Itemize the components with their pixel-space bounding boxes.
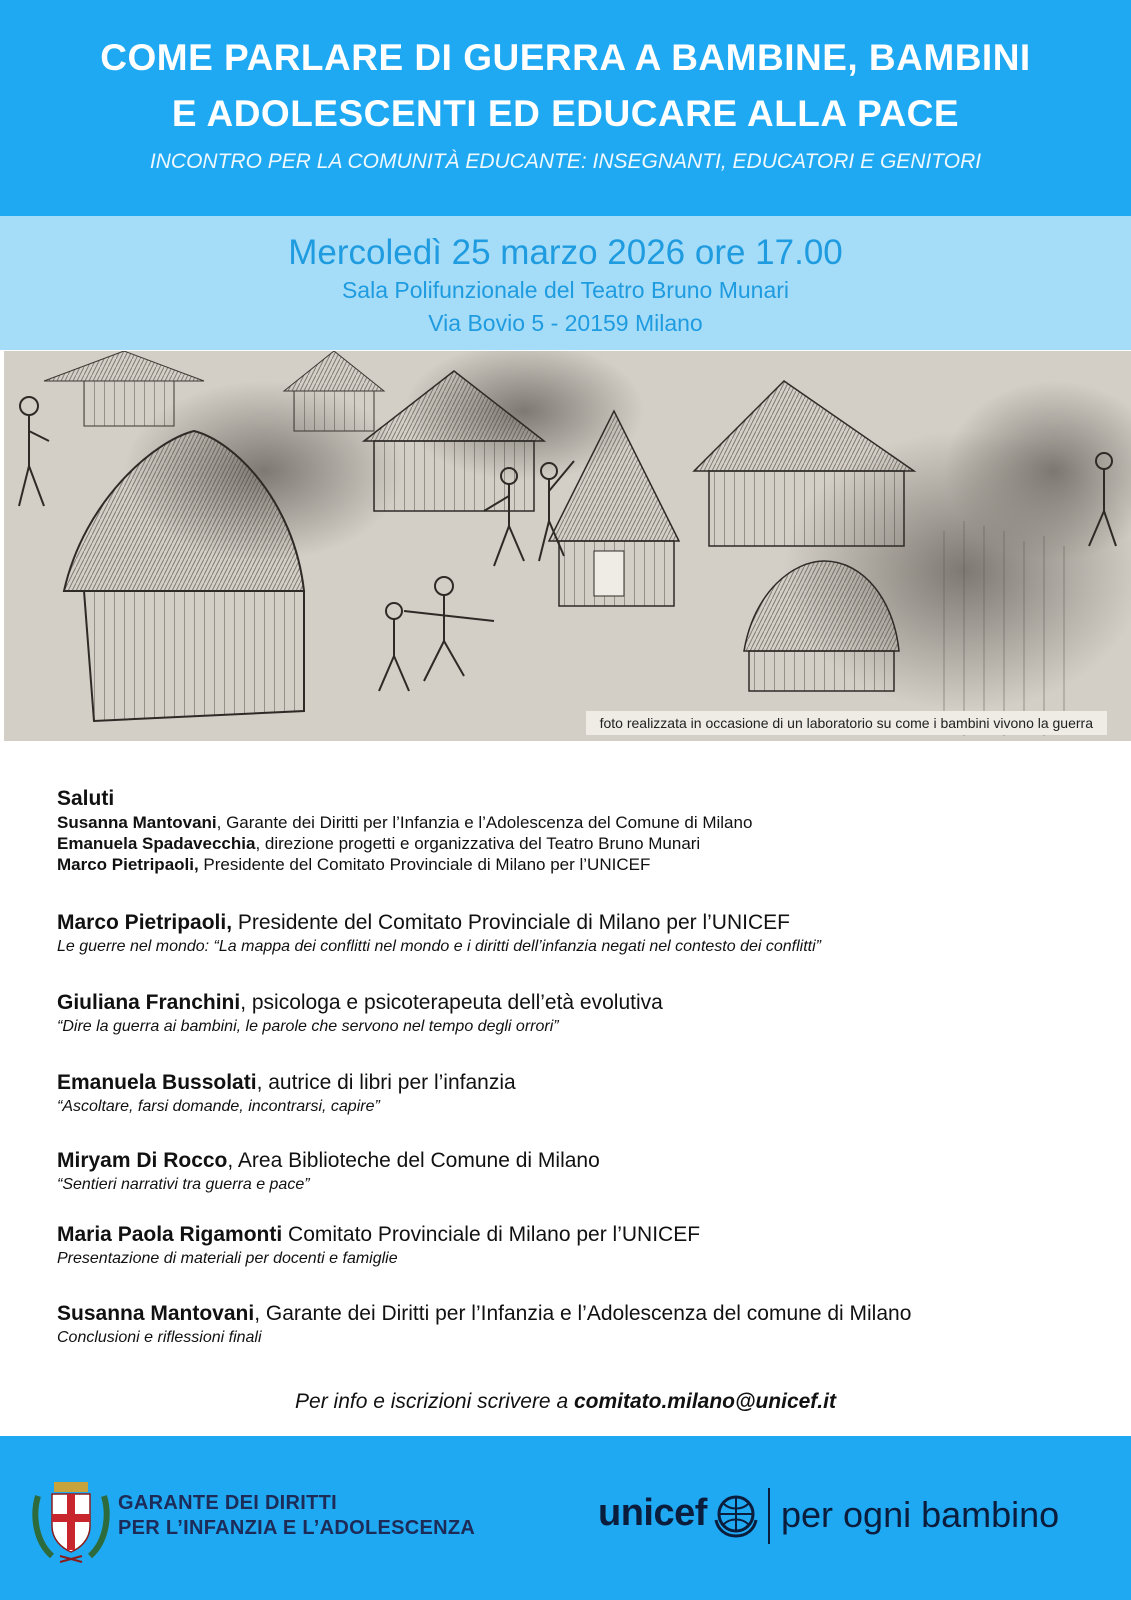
photo-caption: foto realizzata in occasione di un laboratorio su come i bambini vivono la guerra [586,711,1107,735]
talk-title: Presentazione di materiali per docenti e famiglie [57,1250,398,1267]
header-banner [0,0,1131,216]
speaker-name: Maria Paola Rigamonti [57,1223,283,1246]
event-address: Via Bovio 5 - 20159 Milano [428,310,703,336]
event-venue: Sala Polifunzionale del Teatro Bruno Munari [341,277,790,303]
saluti-role: Presidente del Comitato Provinciale di Milano per l’UNICEF [198,855,651,874]
talk-title: Conclusioni e riflessioni finali [57,1329,262,1346]
speaker-role: Comitato Provinciale di Milano per l’UNICEF [282,1223,701,1246]
children-drawing-photo [4,351,1131,741]
garante-line-2: PER L’INFANZIA E L’ADOLESCENZA [118,1517,476,1539]
speaker-line [57,910,1097,936]
speaker-line [57,1301,1097,1327]
speaker-name: Susanna Mantovani [57,1302,255,1325]
speaker-line [57,1222,1097,1248]
speaker-role: , autrice di libri per l’infanzia [256,1071,516,1094]
program-item [57,1222,1097,1269]
saluti-item [57,833,1097,854]
saluti-title: Saluti [57,787,115,810]
saluti-block [57,786,1097,875]
speaker-role: , Garante dei Diritti per l’Infanzia e l’Adolescenza del comune di Milano [254,1302,912,1325]
program-item [57,1301,1097,1348]
info-line [0,1390,1131,1414]
talk-title: “Dire la guerra ai bambini, le parole che servono nel tempo degli orrori” [57,1018,559,1035]
saluti-role: , Garante dei Diritti per l’Infanzia e l’Adolescenza del Comune di Milano [216,813,753,832]
saluti-name: Susanna Mantovani [57,813,217,832]
talk-title: “Sentieri narrativi tra guerra e pace” [57,1176,310,1193]
unicef-tagline: per ogni bambino [781,1494,1060,1535]
saluti-role: , direzione progetti e organizzativa del Teatro Bruno Munari [255,834,701,853]
speaker-line [57,1070,1097,1096]
title-line-2: E ADOLESCENTI ED EDUCARE ALLA PACE [171,93,960,134]
event-title [0,0,1131,142]
garante-logo-text [118,1491,475,1541]
title-line-1: COME PARLARE DI GUERRA A BAMBINE, BAMBINI [100,37,1031,78]
event-date: Mercoledì 25 marzo 2026 ore 17.00 [288,233,843,272]
saluti-item [57,854,1097,875]
milano-crest-icon [30,1476,112,1564]
garante-line-1: GARANTE DEI DIRITTI [118,1492,338,1514]
logo-divider [768,1488,770,1544]
talk-title: “Ascoltare, farsi domande, incontrarsi, capire” [57,1098,380,1115]
speaker-name: Marco Pietripaoli, [57,911,233,934]
speaker-name: Giuliana Franchini [57,991,241,1014]
unicef-wordmark: unicef [598,1492,707,1534]
date-band [0,216,1131,350]
program-item [57,1070,1097,1117]
event-subtitle: INCONTRO PER LA COMUNITÀ EDUCANTE: INSEGNANTI, EDUCATORI E GENITORI [149,150,982,173]
program-item [57,1148,1097,1195]
speaker-line [57,1148,1097,1174]
village-drawing-illustration [4,351,1131,741]
info-text: Per info e iscrizioni scrivere a [295,1390,574,1413]
speaker-name: Miryam Di Rocco [57,1149,228,1172]
speaker-role: , Area Biblioteche del Comune di Milano [227,1149,600,1172]
program-item [57,910,1097,957]
saluti-name: Emanuela Spadavecchia [57,834,256,853]
speaker-role: , psicologa e psicoterapeuta dell’età evolutiva [240,991,663,1014]
unicef-globe-icon [712,1490,760,1538]
saluti-name: Marco Pietripaoli, [57,855,199,874]
program-item [57,990,1097,1037]
speaker-role: Presidente del Comitato Provinciale di Milano per l’UNICEF [232,911,790,934]
contact-email-link[interactable]: comitato.milano@unicef.it [573,1390,836,1413]
saluti-item [57,812,1097,833]
talk-title: Le guerre nel mondo: “La mappa dei conflitti nel mondo e i diritti dell’infanzia negati nel contesto dei conflitti” [57,938,821,955]
speaker-name: Emanuela Bussolati [57,1071,257,1094]
speaker-line [57,990,1097,1016]
footer-banner [0,1436,1131,1600]
